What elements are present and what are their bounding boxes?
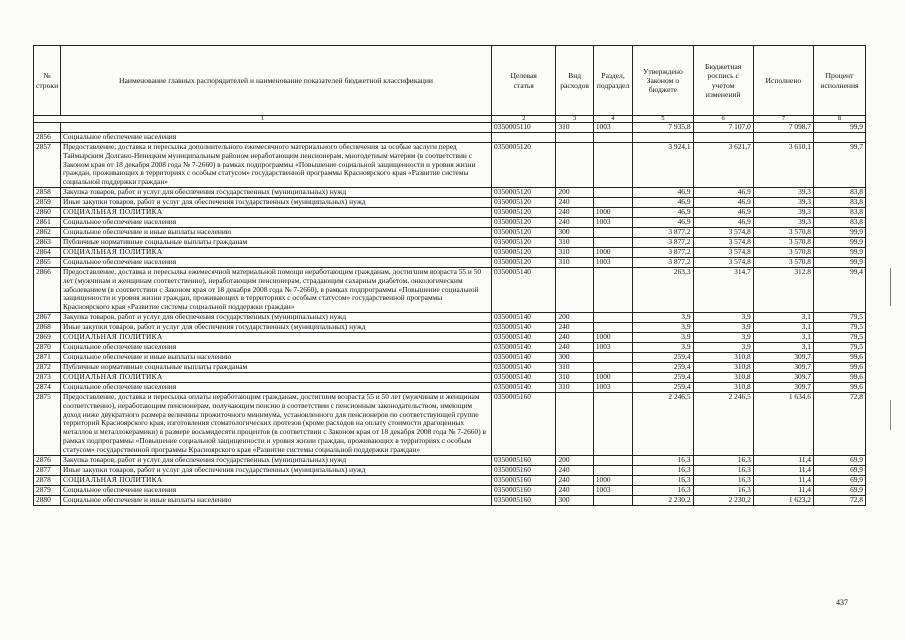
budget-execution-table	[33, 45, 866, 506]
section-cell	[593, 362, 632, 372]
budget-list-cell: 46,9	[693, 197, 753, 207]
executed-cell: 3 570,8	[753, 247, 813, 257]
approved-cell: 2 230,2	[633, 495, 693, 505]
section-cell	[593, 392, 632, 455]
expense-type-cell: 240	[556, 197, 593, 207]
section-cell	[593, 322, 632, 332]
percent-cell: 99,9	[814, 227, 866, 237]
percent-cell: 79,5	[814, 322, 866, 332]
row-name-cell: Предоставление, доставка и пересылка ежемесячной материальной помощи неработающим гражданам, достигшим возраста 55 и 50 лет (мужчинам и женщинам соответственно), неработающим пенсионерам, страдающим сахарным диабетом, онкологическим заболеванием (в соответствии с Законом края от 18 декабря 2008 года № 7-2660), в рамках подпрограммы «Повышение социальной защищенности и уровня жизни граждан, проживающих в территориях с особым статусом» государственной программы Красноярского края «Развитие системы социальной поддержки граждан»	[61, 267, 492, 312]
column-number: 6	[693, 116, 753, 123]
header-budget-list: Бюджетная роспись с учетом изменений	[693, 46, 753, 116]
section-cell: 1000	[593, 332, 632, 342]
percent-cell: 99,6	[814, 362, 866, 372]
target-article-cell: 0350005160	[492, 485, 556, 495]
executed-cell: 3 610,1	[753, 143, 813, 188]
percent-cell: 99,9	[814, 257, 866, 267]
approved-cell: 259,4	[633, 352, 693, 362]
row-name-cell: СОЦИАЛЬНАЯ ПОЛИТИКА	[61, 332, 492, 342]
executed-cell: 11,4	[753, 455, 813, 465]
target-article-cell: 0350005140	[492, 362, 556, 372]
section-cell: 1003	[593, 257, 632, 267]
table-row	[34, 362, 866, 372]
section-cell: 1000	[593, 247, 632, 257]
row-number-cell: 2866	[34, 267, 61, 312]
expense-type-cell: 310	[556, 382, 593, 392]
row-number-cell: 2863	[34, 237, 61, 247]
header-approved: Утверждено Законом о бюджете	[633, 46, 693, 116]
approved-cell: 46,9	[633, 217, 693, 227]
target-article-cell: 0350005140	[492, 342, 556, 352]
percent-cell: 83,8	[814, 197, 866, 207]
row-number-cell: 2856	[34, 133, 61, 143]
section-cell: 1003	[593, 217, 632, 227]
scan-edge-mark	[890, 400, 891, 430]
row-name-cell: Социальное обеспечение и иные выплаты населению	[61, 352, 492, 362]
target-article-cell: 0350005160	[492, 392, 556, 455]
approved-cell: 16,3	[633, 465, 693, 475]
target-article-cell: 0350005140	[492, 267, 556, 312]
percent-cell: 69,9	[814, 455, 866, 465]
table-row	[34, 247, 866, 257]
budget-list-cell: 2 246,5	[693, 392, 753, 455]
section-cell	[593, 237, 632, 247]
section-cell	[593, 455, 632, 465]
executed-cell: 309,7	[753, 362, 813, 372]
row-name-cell: Социальное обеспечение населения	[61, 382, 492, 392]
target-article-cell: 0350005120	[492, 257, 556, 267]
executed-cell: 1 623,2	[753, 495, 813, 505]
table-row	[34, 187, 866, 197]
executed-cell: 3 570,8	[753, 237, 813, 247]
budget-list-cell: 16,3	[693, 485, 753, 495]
approved-cell: 16,3	[633, 455, 693, 465]
row-number-cell: 2864	[34, 247, 61, 257]
column-number: 3	[556, 116, 593, 123]
table-row	[34, 143, 866, 188]
expense-type-cell: 240	[556, 342, 593, 352]
section-cell	[593, 227, 632, 237]
row-name-cell: Иные закупки товаров, работ и услуг для обеспечения государственных (муниципальных) нужд	[61, 322, 492, 332]
approved-cell: 16,3	[633, 475, 693, 485]
row-number-cell: 2871	[34, 352, 61, 362]
approved-cell: 3,9	[633, 312, 693, 322]
row-name-cell: Социальное обеспечение населения	[61, 485, 492, 495]
expense-type-cell: 300	[556, 227, 593, 237]
section-cell	[593, 143, 632, 188]
target-article-cell: 0350005120	[492, 217, 556, 227]
table-row	[34, 342, 866, 352]
budget-list-cell: 314,7	[693, 267, 753, 312]
executed-cell: 39,3	[753, 187, 813, 197]
row-number-cell: 2875	[34, 392, 61, 455]
target-article-cell: 0350005140	[492, 372, 556, 382]
expense-type-cell	[556, 267, 593, 312]
column-number: 8	[814, 116, 866, 123]
percent-cell: 99,9	[814, 247, 866, 257]
target-article-cell: 0350005120	[492, 237, 556, 247]
executed-cell: 309,7	[753, 352, 813, 362]
approved-cell: 16,3	[633, 485, 693, 495]
row-number-cell: 2858	[34, 187, 61, 197]
target-article-cell: 0350005140	[492, 322, 556, 332]
approved-cell: 259,4	[633, 372, 693, 382]
target-article-cell: 0350005140	[492, 332, 556, 342]
target-article-cell: 0350005120	[492, 207, 556, 217]
column-number-row	[34, 116, 866, 123]
header-section: Раздел, подраздел	[593, 46, 632, 116]
table-row	[34, 392, 866, 455]
row-number-cell: 2876	[34, 455, 61, 465]
approved-cell: 3 877,2	[633, 237, 693, 247]
executed-cell: 7 098,7	[753, 123, 813, 133]
expense-type-cell	[556, 392, 593, 455]
approved-cell: 7 935,8	[633, 123, 693, 133]
row-name-cell: Предоставление, доставка и пересылка оплаты неработающим гражданам, достигшим возраста 55 и 50 лет (мужчинам и женщинам соответственно), неработающим пенсионерам, получающим пенсию в соответствии с пенсионным законодательством, имеющим доход ниже двукратного размера величины прожиточного минимума, установленного для пенсионеров по соответствующей группе территорий Красноярского края, изготовления стоматологических протезов (кроме расходов на оплату стоимости драгоценных металлов и металлокерамики) в размере восьмидесяти процентов (в соответствии с Законом края от 18 декабря 2008 года № 7-2660) в рамках подпрограммы «Повышение социальной защищенности и уровня жизни граждан, проживающих в территориях с особым статусом» государственной программы Красноярского края «Развитие системы социальной поддержки граждан»	[61, 392, 492, 455]
section-cell	[593, 197, 632, 207]
budget-list-cell: 310,8	[693, 352, 753, 362]
budget-list-cell: 3 621,7	[693, 143, 753, 188]
target-article-cell: 0350005140	[492, 382, 556, 392]
budget-list-cell: 310,8	[693, 362, 753, 372]
target-article-cell: 0350005120	[492, 187, 556, 197]
approved-cell: 2 246,5	[633, 392, 693, 455]
table-row	[34, 372, 866, 382]
section-cell	[593, 465, 632, 475]
table-row	[34, 465, 866, 475]
executed-cell: 1 634,6	[753, 392, 813, 455]
percent-cell: 79,5	[814, 342, 866, 352]
table-row	[34, 475, 866, 485]
row-name-cell: Предоставление, доставка и пересылка дополнительного ежемесячного материального обеспечения за особые заслуги перед Таймырским Долгано-Ненецким муниципальным районом неработающим пенсионерам, многодетным матерям (в соответствии с Законом края от 18 декабря 2008 года № 7-2660) в рамках подпрограммы «Повышение социальной защищенности и уровня жизни граждан, проживающих в территориях с особым статусом» государственной программы Красноярского края «Развитие системы социальной поддержки граждан»	[61, 143, 492, 188]
row-number-cell: 2878	[34, 475, 61, 485]
header-percent: Процент исполнения	[814, 46, 866, 116]
row-name-cell	[61, 123, 492, 133]
percent-cell: 99,6	[814, 372, 866, 382]
row-name-cell: СОЦИАЛЬНАЯ ПОЛИТИКА	[61, 372, 492, 382]
executed-cell: 3,1	[753, 322, 813, 332]
row-name-cell: Социальное обеспечение населения	[61, 257, 492, 267]
row-name-cell: Иные закупки товаров, работ и услуг для обеспечения государственных (муниципальных) нужд	[61, 465, 492, 475]
row-number-cell: 2869	[34, 332, 61, 342]
percent-cell: 99,9	[814, 237, 866, 247]
executed-cell: 3 570,8	[753, 257, 813, 267]
expense-type-cell: 310	[556, 372, 593, 382]
budget-list-cell: 2 230,2	[693, 495, 753, 505]
table-row	[34, 123, 866, 133]
executed-cell: 312,8	[753, 267, 813, 312]
column-number: 5	[633, 116, 693, 123]
expense-type-cell: 200	[556, 455, 593, 465]
target-article-cell: 0350005110	[492, 123, 556, 133]
approved-cell: 46,9	[633, 197, 693, 207]
approved-cell: 3 877,2	[633, 227, 693, 237]
scan-edge-mark	[890, 268, 891, 306]
column-number: 4	[593, 116, 632, 123]
target-article-cell: 0350005140	[492, 312, 556, 322]
executed-cell: 3,1	[753, 342, 813, 352]
table-body	[34, 123, 866, 506]
percent-cell: 69,9	[814, 475, 866, 485]
row-number-cell: 2868	[34, 322, 61, 332]
section-cell: 1003	[593, 485, 632, 495]
row-name-cell: Закупка товаров, работ и услуг для обеспечения государственных (муниципальных) нужд	[61, 312, 492, 322]
row-name-cell: Социальное обеспечение населения	[61, 342, 492, 352]
table-row	[34, 217, 866, 227]
row-name-cell: Закупка товаров, работ и услуг для обеспечения государственных (муниципальных) нужд	[61, 455, 492, 465]
budget-list-cell: 3 574,8	[693, 257, 753, 267]
row-number-cell: 2861	[34, 217, 61, 227]
approved-cell: 46,9	[633, 207, 693, 217]
column-number: 2	[492, 116, 556, 123]
row-number-cell: 2870	[34, 342, 61, 352]
budget-list-cell: 3 574,8	[693, 247, 753, 257]
target-article-cell: 0350005120	[492, 143, 556, 188]
page-number: 437	[836, 598, 848, 607]
header-target-article: Целевая статья	[492, 46, 556, 116]
expense-type-cell: 240	[556, 485, 593, 495]
row-number-cell: 2859	[34, 197, 61, 207]
executed-cell: 39,3	[753, 207, 813, 217]
table-row	[34, 197, 866, 207]
target-article-cell	[492, 133, 556, 143]
executed-cell: 309,7	[753, 372, 813, 382]
executed-cell: 3,1	[753, 332, 813, 342]
expense-type-cell: 200	[556, 187, 593, 197]
approved-cell: 3 924,1	[633, 143, 693, 188]
row-name-cell: СОЦИАЛЬНАЯ ПОЛИТИКА	[61, 247, 492, 257]
expense-type-cell: 240	[556, 332, 593, 342]
section-cell	[593, 312, 632, 322]
table-row	[34, 257, 866, 267]
row-name-cell: Публичные нормативные социальные выплаты гражданам	[61, 362, 492, 372]
expense-type-cell: 310	[556, 257, 593, 267]
row-name-cell: Публичные нормативные социальные выплаты гражданам	[61, 237, 492, 247]
table-row	[34, 382, 866, 392]
expense-type-cell: 310	[556, 237, 593, 247]
executed-cell: 11,4	[753, 485, 813, 495]
percent-cell	[814, 133, 866, 143]
expense-type-cell: 310	[556, 362, 593, 372]
budget-list-cell: 3,9	[693, 332, 753, 342]
percent-cell: 79,5	[814, 332, 866, 342]
table-row	[34, 207, 866, 217]
table-row	[34, 495, 866, 505]
section-cell	[593, 267, 632, 312]
table-row	[34, 485, 866, 495]
budget-list-cell: 46,9	[693, 187, 753, 197]
target-article-cell: 0350005120	[492, 227, 556, 237]
table-row	[34, 267, 866, 312]
executed-cell: 309,7	[753, 382, 813, 392]
executed-cell: 11,4	[753, 475, 813, 485]
percent-cell: 83,8	[814, 217, 866, 227]
column-number: 7	[753, 116, 813, 123]
budget-list-cell: 7 107,0	[693, 123, 753, 133]
percent-cell: 99,6	[814, 352, 866, 362]
approved-cell	[633, 133, 693, 143]
percent-cell: 69,9	[814, 465, 866, 475]
table-row	[34, 322, 866, 332]
executed-cell: 39,3	[753, 217, 813, 227]
table-header-row	[34, 46, 866, 116]
row-name-cell: СОЦИАЛЬНАЯ ПОЛИТИКА	[61, 207, 492, 217]
approved-cell: 3 877,2	[633, 257, 693, 267]
approved-cell: 3,9	[633, 322, 693, 332]
row-number-cell: 2867	[34, 312, 61, 322]
table-row	[34, 312, 866, 322]
expense-type-cell: 310	[556, 123, 593, 133]
expense-type-cell	[556, 143, 593, 188]
row-number-cell: 2874	[34, 382, 61, 392]
budget-list-cell: 3,9	[693, 322, 753, 332]
approved-cell: 3 877,2	[633, 247, 693, 257]
column-number: 1	[34, 116, 492, 123]
header-expense-type: Вид расходов	[556, 46, 593, 116]
percent-cell: 83,8	[814, 207, 866, 217]
expense-type-cell: 240	[556, 217, 593, 227]
section-cell: 1000	[593, 475, 632, 485]
section-cell	[593, 352, 632, 362]
executed-cell: 3 570,8	[753, 227, 813, 237]
budget-list-cell	[693, 133, 753, 143]
row-number-cell: 2872	[34, 362, 61, 372]
percent-cell: 99,6	[814, 382, 866, 392]
percent-cell: 99,9	[814, 123, 866, 133]
target-article-cell: 0350005160	[492, 475, 556, 485]
row-name-cell: Социальное обеспечение населения	[61, 217, 492, 227]
approved-cell: 46,9	[633, 187, 693, 197]
section-cell: 1003	[593, 123, 632, 133]
target-article-cell: 0350005140	[492, 352, 556, 362]
row-number-cell: 2879	[34, 485, 61, 495]
percent-cell: 69,9	[814, 485, 866, 495]
section-cell	[593, 187, 632, 197]
row-name-cell: Иные закупки товаров, работ и услуг для обеспечения государственных (муниципальных) нужд	[61, 197, 492, 207]
budget-list-cell: 3 574,8	[693, 227, 753, 237]
percent-cell: 72,8	[814, 495, 866, 505]
expense-type-cell: 300	[556, 495, 593, 505]
expense-type-cell: 240	[556, 207, 593, 217]
budget-list-cell: 3,9	[693, 342, 753, 352]
target-article-cell: 0350005160	[492, 465, 556, 475]
budget-list-cell: 310,8	[693, 382, 753, 392]
section-cell: 1003	[593, 382, 632, 392]
target-article-cell: 0350005160	[492, 495, 556, 505]
row-number-cell: 2865	[34, 257, 61, 267]
expense-type-cell: 240	[556, 475, 593, 485]
percent-cell: 79,5	[814, 312, 866, 322]
header-row-number: № строки	[34, 46, 61, 116]
table-row	[34, 332, 866, 342]
percent-cell: 99,7	[814, 143, 866, 188]
section-cell: 1000	[593, 372, 632, 382]
target-article-cell: 0350005120	[492, 247, 556, 257]
expense-type-cell: 240	[556, 322, 593, 332]
table-row	[34, 227, 866, 237]
row-name-cell: Социальное обеспечение и иные выплаты населению	[61, 227, 492, 237]
target-article-cell: 0350005160	[492, 455, 556, 465]
row-number-cell: 2860	[34, 207, 61, 217]
expense-type-cell: 200	[556, 312, 593, 322]
percent-cell: 83,8	[814, 187, 866, 197]
table-row	[34, 133, 866, 143]
section-cell: 1003	[593, 342, 632, 352]
approved-cell: 263,3	[633, 267, 693, 312]
section-cell	[593, 495, 632, 505]
executed-cell	[753, 133, 813, 143]
expense-type-cell: 310	[556, 247, 593, 257]
approved-cell: 259,4	[633, 382, 693, 392]
expense-type-cell: 300	[556, 352, 593, 362]
expense-type-cell: 240	[556, 465, 593, 475]
budget-list-cell: 16,3	[693, 465, 753, 475]
table-row	[34, 352, 866, 362]
budget-list-cell: 16,3	[693, 475, 753, 485]
executed-cell: 39,3	[753, 197, 813, 207]
row-number-cell: 2880	[34, 495, 61, 505]
executed-cell: 11,4	[753, 465, 813, 475]
row-number-cell: 2877	[34, 465, 61, 475]
table-row	[34, 455, 866, 465]
section-cell	[593, 133, 632, 143]
target-article-cell: 0350005120	[492, 197, 556, 207]
row-number-cell: 2873	[34, 372, 61, 382]
row-name-cell: СОЦИАЛЬНАЯ ПОЛИТИКА	[61, 475, 492, 485]
table-row	[34, 237, 866, 247]
percent-cell: 99,4	[814, 267, 866, 312]
row-number-cell: 2862	[34, 227, 61, 237]
section-cell: 1000	[593, 207, 632, 217]
budget-list-cell: 310,8	[693, 372, 753, 382]
budget-list-cell: 3,9	[693, 312, 753, 322]
budget-list-cell: 46,9	[693, 217, 753, 227]
budget-list-cell: 3 574,8	[693, 237, 753, 247]
expense-type-cell	[556, 133, 593, 143]
row-number-cell: 2857	[34, 143, 61, 188]
header-name: Наименование главных распорядителей и наименование показателей бюджетной классификации	[61, 46, 492, 116]
executed-cell: 3,1	[753, 312, 813, 322]
budget-list-cell: 16,3	[693, 455, 753, 465]
approved-cell: 259,4	[633, 362, 693, 372]
percent-cell: 72,8	[814, 392, 866, 455]
approved-cell: 3,9	[633, 332, 693, 342]
budget-list-cell: 46,9	[693, 207, 753, 217]
row-number-cell	[34, 123, 61, 133]
header-executed: Исполнено	[753, 46, 813, 116]
row-name-cell: Социальное обеспечение населения	[61, 133, 492, 143]
approved-cell: 3,9	[633, 342, 693, 352]
row-name-cell: Закупка товаров, работ и услуг для обеспечения государственных (муниципальных) нужд	[61, 187, 492, 197]
row-name-cell: Социальное обеспечение и иные выплаты населению	[61, 495, 492, 505]
